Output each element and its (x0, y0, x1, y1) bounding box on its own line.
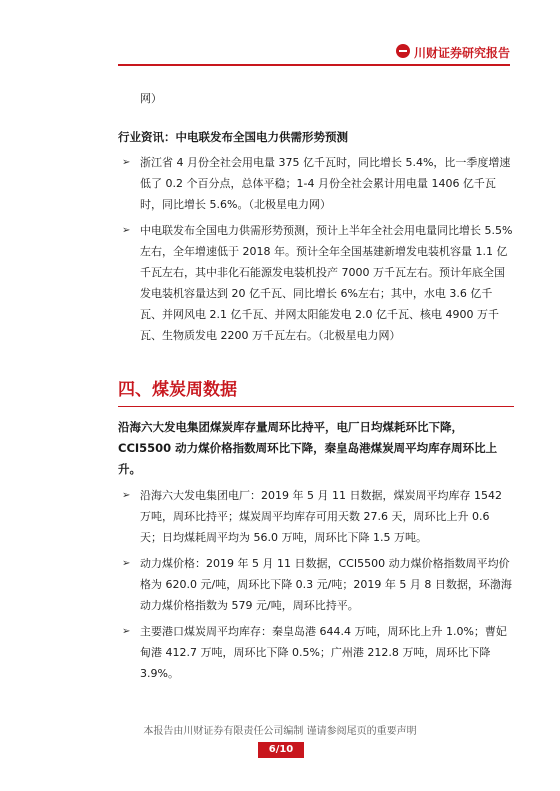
footer-disclaimer: 本报告由川财证券有限责任公司编制 谨请参阅尾页的重要声明 (143, 726, 417, 737)
coal-section-title (118, 372, 514, 402)
coal-bullet-2 (118, 553, 514, 616)
arrow-bullet-icon: ➢ (122, 626, 131, 637)
arrow-bullet-icon: ➢ (122, 225, 131, 236)
arrow-bullet-icon: ➢ (122, 490, 131, 501)
coal-summary: 沿海六大发电集团煤炭库存量周环比持平，电厂日均煤耗环比下降，CCI5500 动力煤价格指数周环比下降，秦皇岛港煤炭周平均库存周环比上升。 (118, 420, 498, 476)
coal-bullet-text: 沿海六大发电集团电厂：2019 年 5 月 11 日数据，煤炭周平均库存 1542 万吨，周环比持平；煤炭周平均库存可用天数 27.6 天，周环比上升 0.6 天；日均煤耗周平均为 56.0 万吨，周环比下降 1.5 万吨。 (140, 489, 502, 544)
news-bullet-2 (118, 220, 514, 346)
arrow-bullet-icon: ➢ (122, 558, 131, 569)
coal-bullet-1 (118, 485, 514, 548)
coal-bullet-text: 主要港口煤炭周平均库存：秦皇岛港 644.4 万吨，周环比上升 1.0%；曹妃甸港 412.7 万吨，周环比下降 0.5%；广州港 212.8 万吨，周环比下降 3.9%。 (140, 625, 507, 680)
header-divider (118, 64, 510, 66)
coal-bullet-text: 动力煤价格：2019 年 5 月 11 日数据，CCI5500 动力煤价格指数周平均价格为 620.0 元/吨，周环比下降 0.3 元/吨；2019 年 5 月 8 日数据，环渤海动力煤价格指数为 579 元/吨，周环比持平。 (140, 557, 512, 612)
report-brand-title: 川财证券研究报告 (414, 46, 511, 60)
arrow-bullet-icon: ➢ (122, 157, 131, 168)
news-bullet-text: 浙江省 4 月份全社会用电量 375 亿千瓦时，同比增长 5.4%，比一季度增速低了 0.2 个百分点，总体平稳；1-4 月份全社会累计用电量 1406 亿千瓦时，同比增长 5.6%。（北极星电力网） (140, 156, 511, 211)
news-bullet-1 (118, 152, 514, 215)
report-header (0, 0, 560, 60)
section-divider (118, 406, 514, 407)
continued-source-text: 网） (140, 92, 162, 105)
company-logo-icon (396, 44, 410, 58)
news-bullet-text: 中电联发布全国电力供需形势预测，预计上半年全社会用电量同比增长 5.5%左右，全年增速低于 2018 年。预计全年全国基建新增发电装机容量 1.1 亿千瓦左右，其中非化石能源发电装机投产 7000 万千瓦左右。预计年底全国发电装机容量达到 20 亿千瓦、同比增长 6%左右；其中，水电 3.6 亿千瓦、并网风电 2.1 亿千瓦、并网太阳能发电 2.0 亿千瓦、核电 4900 万千瓦、生物质发电 2200 万千瓦左右。（北极星电力网） (140, 224, 513, 342)
page-number-badge: 6/10 (258, 742, 304, 758)
coal-bullet-3 (118, 621, 514, 684)
section-heading: 四、煤炭周数据 (118, 379, 237, 400)
report-body (118, 88, 514, 684)
industry-news-heading: 行业资讯：中电联发布全国电力供需形势预测 (118, 130, 348, 144)
